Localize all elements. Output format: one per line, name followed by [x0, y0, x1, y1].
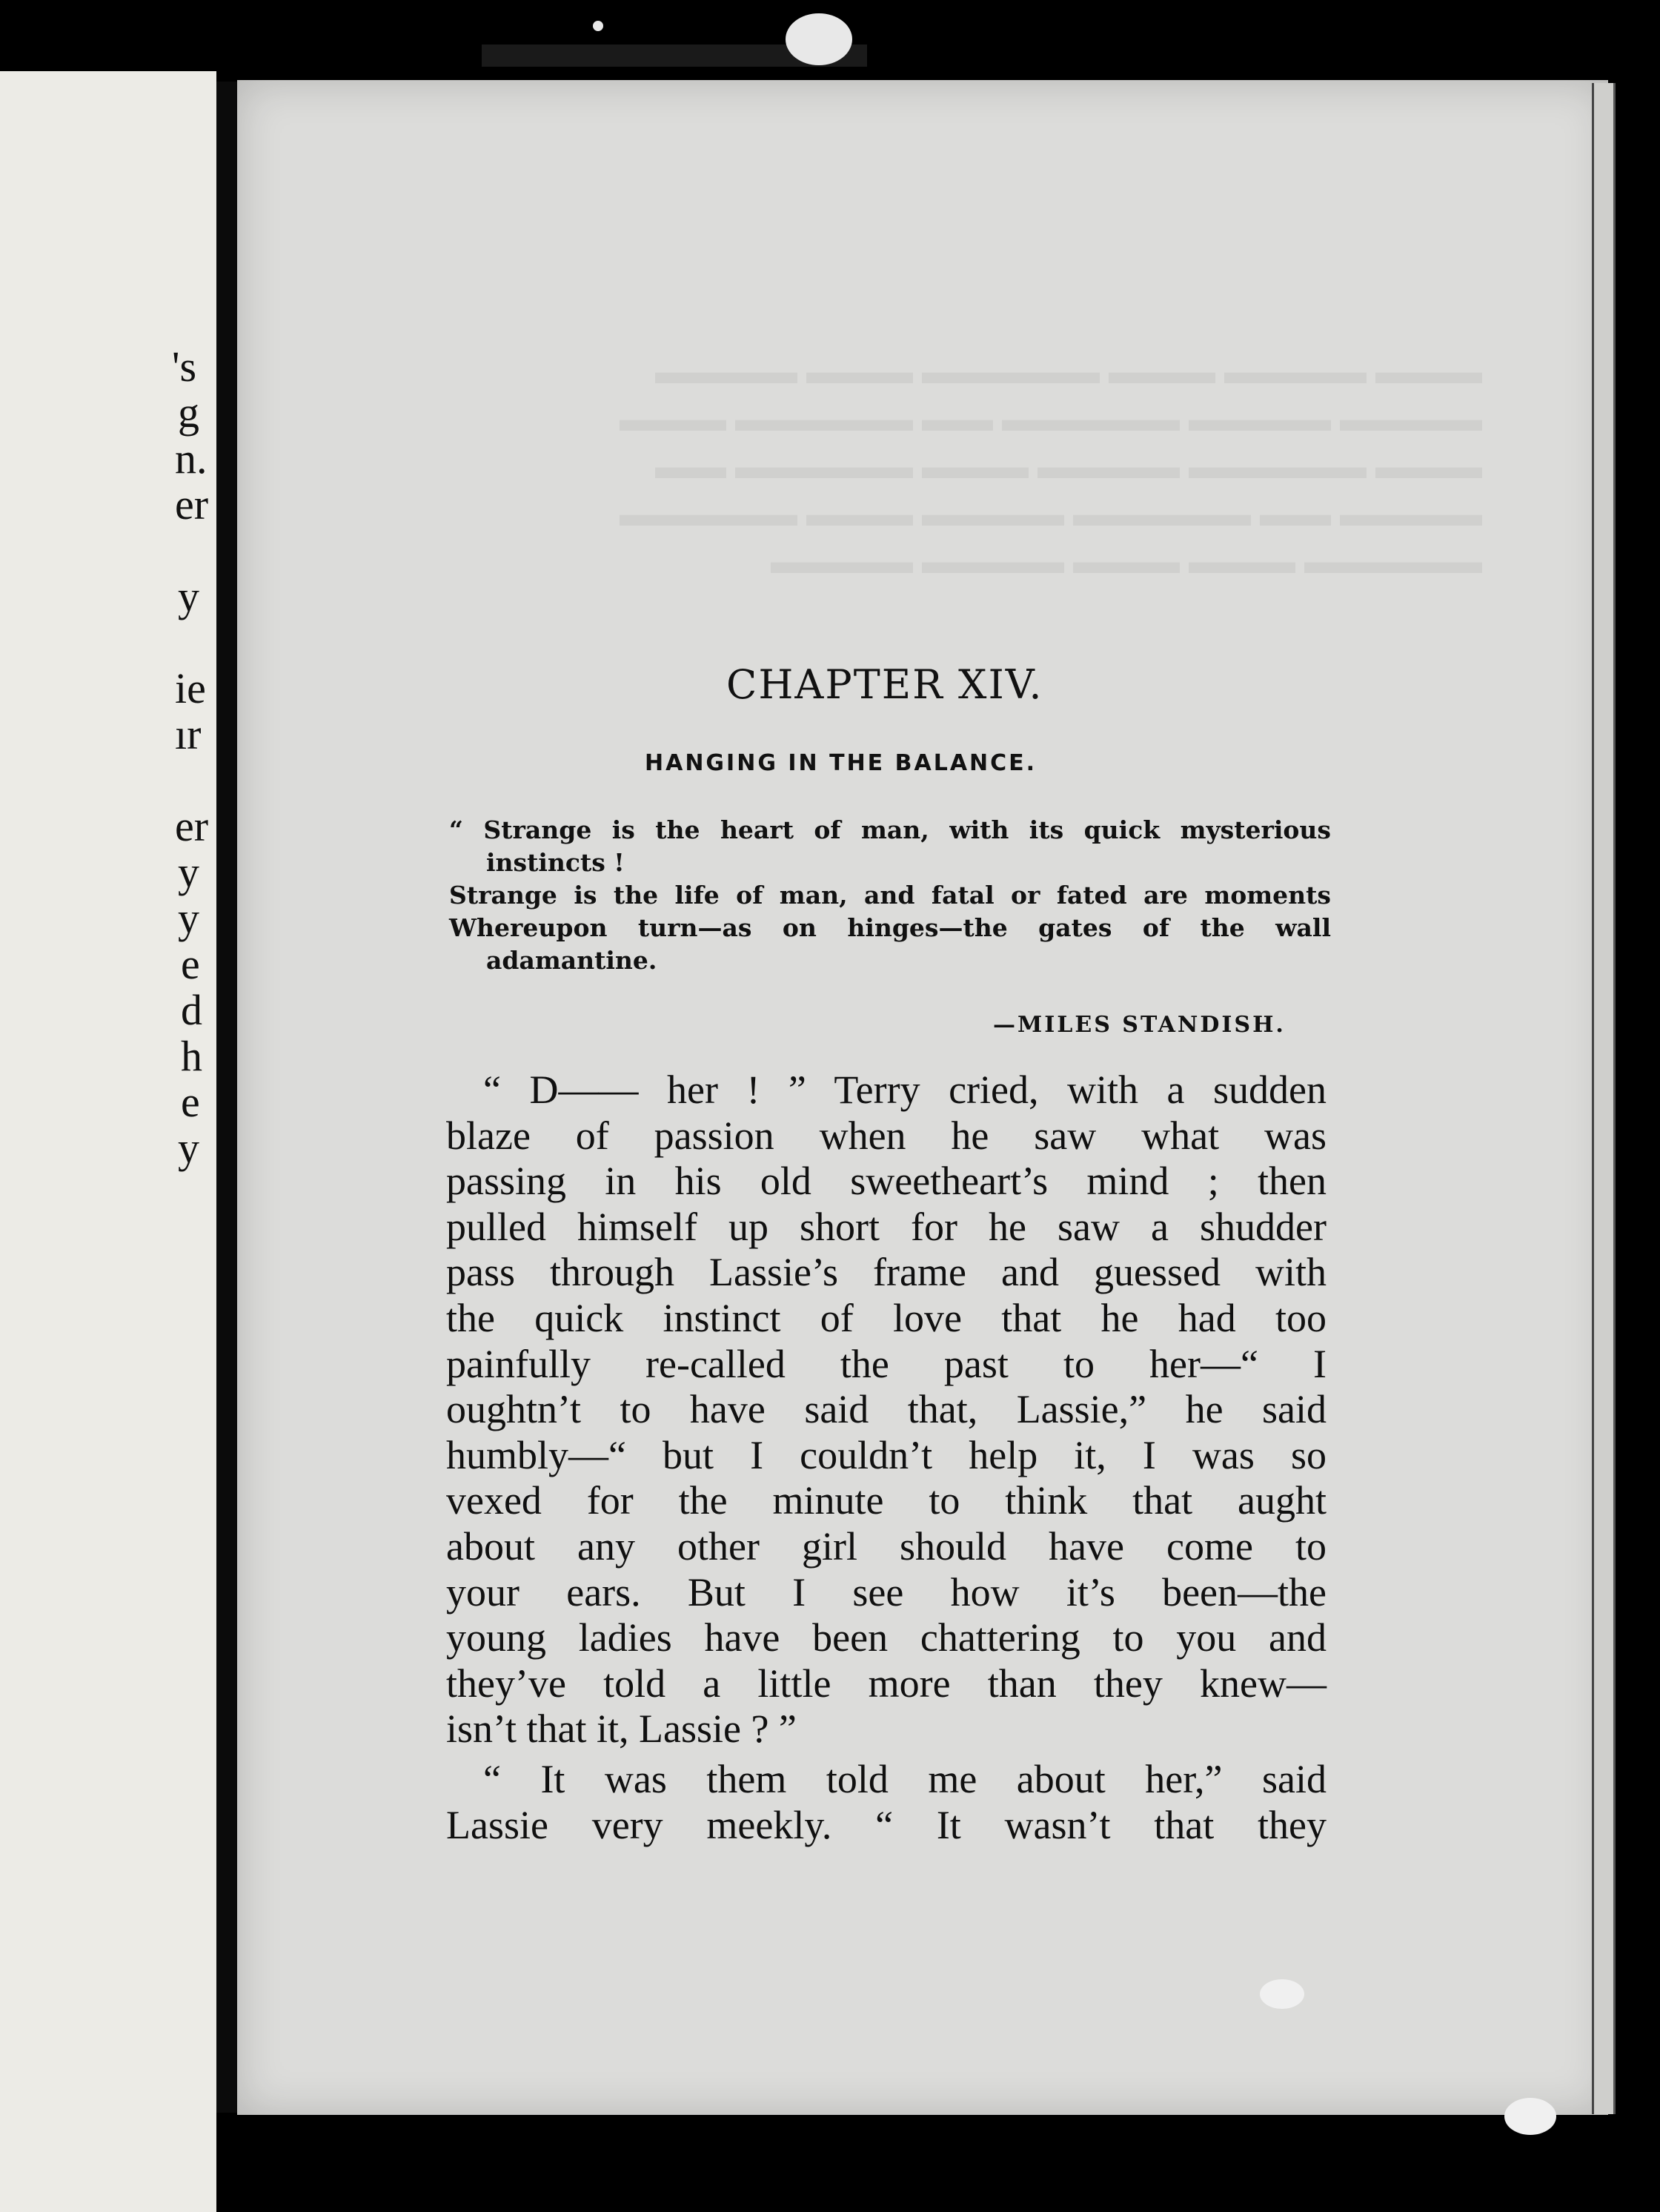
text-line: pulled himself up short for he saw a shudder [446, 1204, 1327, 1249]
chapter-title: CHAPTER XIV. [726, 661, 1043, 708]
text-line: isn’t that it, Lassie ? ” [446, 1706, 797, 1752]
left-page-fragment: h [181, 1032, 202, 1080]
left-facing-page [0, 71, 216, 2212]
text-line: young ladies have been chattering to you and [446, 1615, 1327, 1660]
epigraph-line: “ Strange is the heart of man, with its quick mysterious [449, 815, 1331, 844]
page-edge [1592, 83, 1616, 2114]
text-line: Lassie very meekly. “ It wasn’t that they [446, 1802, 1327, 1847]
left-page-fragment: ie [175, 664, 206, 712]
left-page-fragment: e [181, 1078, 200, 1126]
paragraph [446, 1067, 1327, 1752]
epigraph-attribution: —MILES STANDISH. [993, 1012, 1286, 1038]
left-page-fragment: er [175, 480, 209, 529]
text-line: the quick instinct of love that he had too [446, 1295, 1327, 1340]
chapter-subtitle: HANGING IN THE BALANCE. [645, 750, 1038, 776]
left-page-fragment: e [181, 940, 200, 988]
text-line: blaze of passion when he saw what was [446, 1113, 1327, 1158]
scan-blemish [1260, 1979, 1304, 2009]
text-line: your ears. But I see how it’s been—the [446, 1569, 1327, 1615]
epigraph-line: adamantine. [486, 946, 657, 975]
text-line: vexed for the minute to think that aught [446, 1478, 1327, 1523]
text-line: painfully re-called the past to her—“ I [446, 1341, 1327, 1386]
text-line: “ D—— her ! ” Terry cried, with a sudden [483, 1067, 1327, 1112]
text-line: passing in his old sweetheart’s mind ; then [446, 1159, 1327, 1204]
bleed-through-text: ▬▬▬ ▬▬▬▬ ▬▬▬ ▬▬▬▬▬ ▬▬▬ ▬▬▬▬ ▬▬▬▬ ▬▬▬▬ ▬▬▬▬▬ ▬▬ ▬▬▬▬▬ ▬▬▬ ▬▬▬ ▬▬▬▬▬ ▬▬▬▬ ▬▬▬ ▬▬▬▬▬ ▬▬ ▬▬▬▬ ▬▬ ▬▬▬▬▬ ▬▬▬▬ ▬▬▬ ▬▬▬▬▬ ▬▬▬▬▬ ▬▬▬ ▬▬▬ ▬▬▬▬ ▬▬▬▬ [620, 352, 1482, 581]
text-line: “ It was them told me about her,” said [483, 1756, 1327, 1801]
epigraph-line: Strange is the life of man, and fatal or fated are moments [449, 881, 1331, 910]
epigraph [449, 814, 1331, 977]
scan-blemish [786, 13, 852, 65]
text-line: humbly—“ but I couldn’t help it, I was so [446, 1432, 1327, 1477]
book-gutter [216, 82, 237, 2113]
epigraph-line: instincts ! [486, 848, 625, 877]
left-page-fragment: y [178, 848, 199, 896]
paragraph [446, 1757, 1327, 1848]
left-page-fragment: g [178, 388, 199, 437]
left-page-fragment: n. [175, 434, 208, 483]
left-page-fragment: y [178, 894, 199, 942]
left-page-fragment: y [178, 1124, 199, 1172]
left-page-fragment: d [181, 986, 202, 1034]
text-line: pass through Lassie’s frame and guessed with [446, 1250, 1327, 1295]
left-page-fragment: 's [172, 342, 197, 391]
text-line: oughtn’t to have said that, Lassie,” he said [446, 1387, 1327, 1432]
scan-blemish [593, 21, 603, 31]
scan-blemish [1504, 2098, 1556, 2135]
epigraph-line: Whereupon turn—as on hinges—the gates of the wall [449, 913, 1331, 942]
left-page-fragment: y [178, 572, 199, 620]
text-line: they’ve told a little more than they knew— [446, 1660, 1327, 1706]
left-page-fragment: er [175, 802, 209, 850]
body-text [446, 1067, 1327, 1848]
left-page-fragment: ır [175, 710, 202, 758]
text-line: about any other girl should have come to [446, 1523, 1327, 1569]
